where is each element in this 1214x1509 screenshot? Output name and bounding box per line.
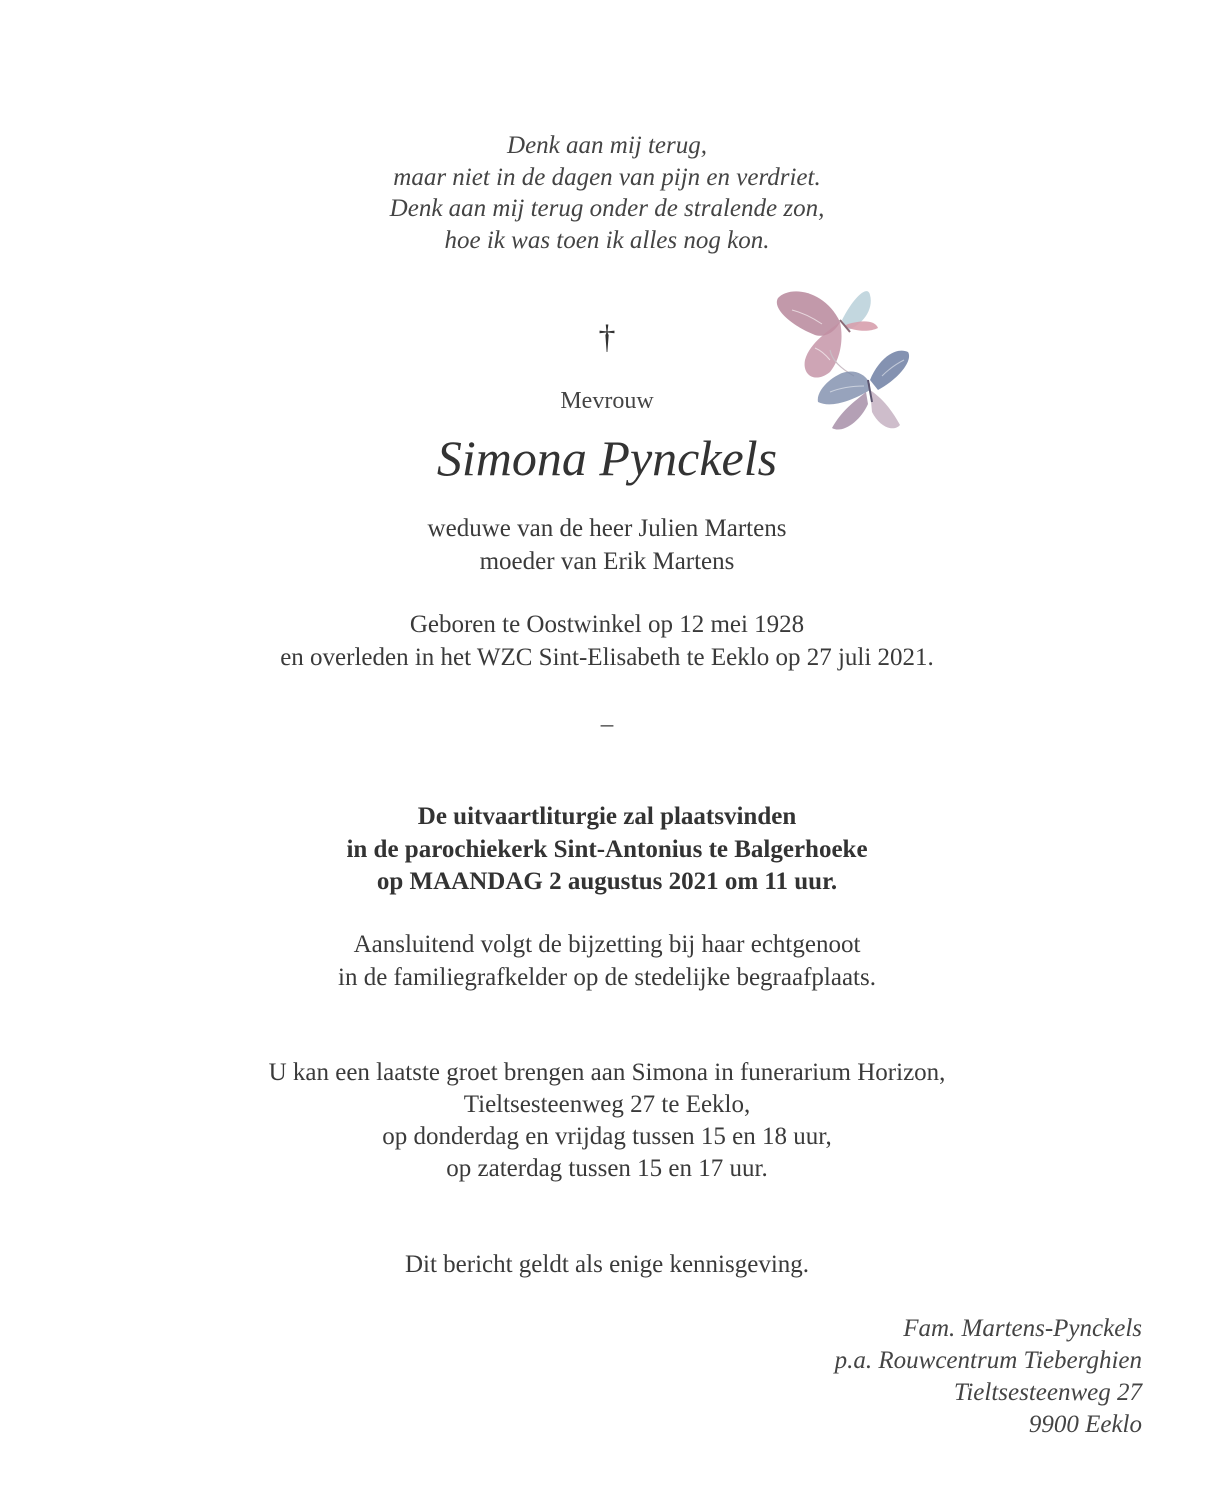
poem-line: Denk aan mij terug onder de stralende zon,: [389, 195, 825, 222]
poem: [0, 130, 1214, 256]
death-line: en overleden in het WZC Sint-Elisabeth te Eeklo op 27 juli 2021.: [280, 643, 934, 671]
butterflies-illustration: [770, 280, 915, 440]
poem-line: hoe ik was toen ik alles nog kon.: [444, 226, 770, 254]
poem-line: maar niet in de dagen van pijn en verdriet.: [393, 163, 821, 191]
funeral-liturgy: [0, 801, 1214, 899]
signature-line: Fam. Martens-Pynckels: [903, 1315, 1142, 1342]
liturgy-line: op MAANDAG 2 augustus 2021 om 11 uur.: [376, 868, 838, 895]
butterfly-upper: [777, 291, 878, 377]
cross-icon: †: [598, 319, 616, 356]
visitation-line: Tieltsesteenweg 27 te Eeklo,: [463, 1091, 751, 1118]
poem-line: Denk aan mij terug,: [507, 132, 707, 159]
signature-line: 9900 Eeklo: [1028, 1411, 1142, 1438]
deceased-name: Simona Pynckels: [436, 430, 778, 486]
burial-line: in de familiegrafkelder op de stedelijke begraafplaats.: [338, 963, 876, 991]
notice: Dit bericht geldt als enige kennisgeving.: [404, 1251, 810, 1278]
visitation-line: op donderdag en vrijdag tussen 15 en 18 uur,: [382, 1123, 832, 1150]
visitation-line: U kan een laatste groet brengen aan Simona in funerarium Horizon,: [268, 1059, 946, 1086]
relation-line: moeder van Erik Martens: [479, 547, 735, 575]
visitation-line: op zaterdag tussen 15 en 17 uur.: [446, 1155, 768, 1182]
visitation-info: [0, 1057, 1214, 1185]
liturgy-line: in de parochiekerk Sint-Antonius te Balgerhoeke: [346, 835, 868, 863]
signature-line: Tieltsesteenweg 27: [953, 1379, 1142, 1406]
liturgy-line: De uitvaartliturgie zal plaatsvinden: [417, 803, 797, 830]
relations: [0, 513, 1214, 578]
burial-line: Aansluitend volgt de bijzetting bij haar echtgenoot: [353, 931, 861, 958]
birth-line: Geboren te Oostwinkel op 12 mei 1928: [409, 611, 805, 638]
honorific: Mevrouw: [560, 388, 654, 414]
relation-line: weduwe van de heer Julien Martens: [427, 515, 787, 542]
burial-info: [0, 929, 1214, 994]
family-signature: [835, 1313, 1142, 1441]
signature-line: p.a. Rouwcentrum Tieberghien: [834, 1347, 1142, 1374]
birth-death-dates: [0, 609, 1214, 674]
separator: –: [600, 711, 614, 738]
